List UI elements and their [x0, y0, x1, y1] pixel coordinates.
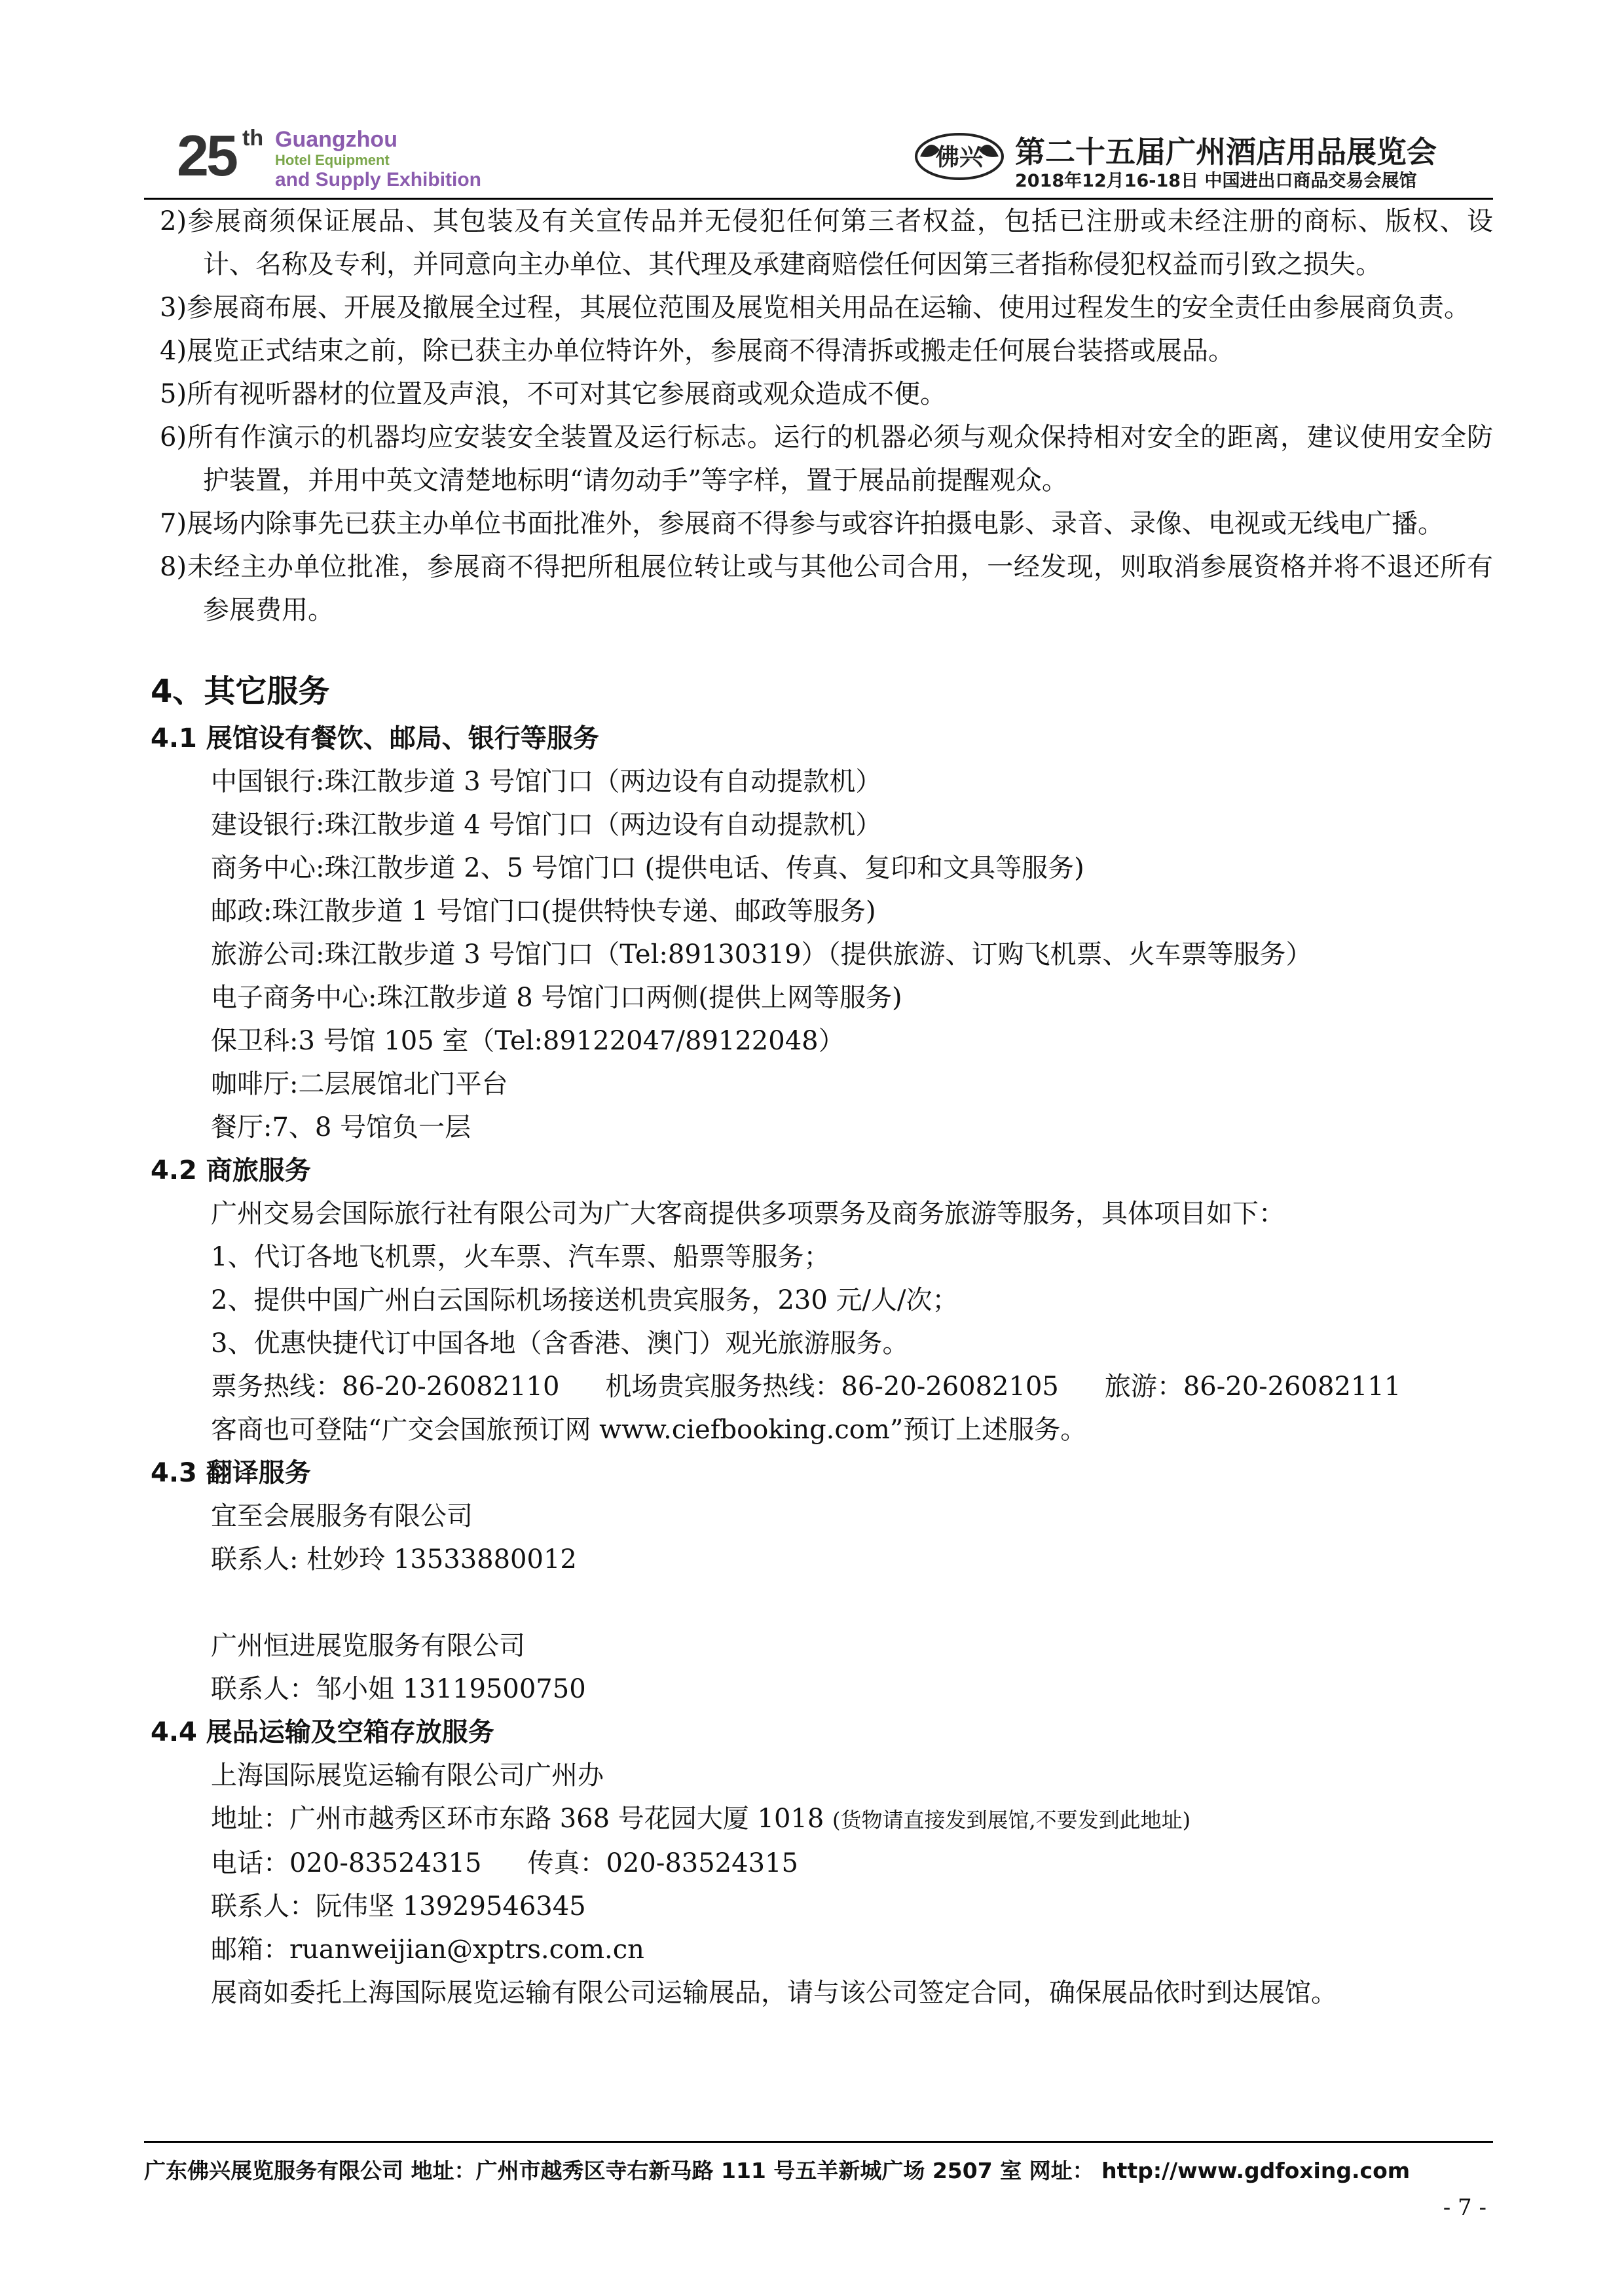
rule-item [151, 545, 1493, 632]
page-number: - 7 - [1443, 2195, 1486, 2221]
rule-text: 参展商须保证展品、其包装及有关宣传品并无侵犯任何第三者权益，包括已注册或未经注册的商标、版权、设计、名称及专利，并同意向主办单位、其代理及承建商赔偿任何因第三者指称侵犯权益而引致之损失。 [187, 206, 1493, 280]
service-line: 中国银行:珠江散步道 3 号馆门口（两边设有自动提款机） [211, 767, 882, 797]
page-content [151, 200, 1493, 2014]
rule-number: 3) [160, 293, 187, 323]
rule-item [151, 329, 1493, 373]
fax: 传真：020-83524315 [527, 1848, 798, 1878]
service-line: 邮政:珠江散步道 1 号馆门口(提供特快专递、邮政等服务) [211, 896, 876, 926]
exhibition-date-venue: 2018年12月16-18日 中国进出口商品交易会展馆 [1015, 171, 1417, 191]
rule-item [151, 200, 1493, 286]
rule-number: 2) [160, 206, 187, 236]
foxing-emblem-icon [913, 131, 1005, 182]
rule-item [151, 416, 1493, 502]
logo-line-2: Hotel Equipment [275, 152, 390, 168]
logo-number: 25 [177, 123, 236, 188]
rule-text: 所有视听器材的位置及声浪，不可对其它参展商或观众造成不便。 [187, 379, 947, 409]
rule-item [151, 502, 1493, 545]
service-line: 咖啡厅:二层展馆北门平台 [211, 1069, 508, 1099]
rule-item [151, 286, 1493, 329]
page-header [144, 118, 1493, 203]
service-line: 1、代订各地飞机票，火车票、汽车票、船票等服务； [211, 1242, 830, 1272]
shipping-note: 展商如委托上海国际展览运输有限公司运输展品，请与该公司签定合同，确保展品依时到达展馆。 [211, 1978, 1337, 2008]
service-line: 餐厅:7、8 号馆负一层 [211, 1112, 471, 1142]
contact-line: 联系人：阮伟坚 13929546345 [211, 1891, 586, 1922]
rule-number: 7) [160, 509, 187, 539]
service-line: 保卫科:3 号馆 105 室（Tel:89122047/89122048） [211, 1026, 845, 1056]
footer-rule [144, 2141, 1493, 2143]
service-line: 3、优惠快捷代订中国各地（含香港、澳门）观光旅游服务。 [211, 1328, 909, 1358]
rule-text: 所有作演示的机器均应安装安全装置及运行标志。运行的机器必须与观众保持相对安全的距离，建议使用安全防护装置，并用中英文清楚地标明“请勿动手”等字样，置于展品前提醒观众。 [187, 422, 1493, 496]
subsection-heading: 4.1 展馆设有餐饮、邮局、银行等服务 [151, 723, 599, 754]
service-line: 电子商务中心:珠江散步道 8 号馆门口两侧(提供上网等服务) [211, 983, 902, 1013]
address: 地址：广州市越秀区环市东路 368 号花园大厦 1018 [211, 1804, 824, 1834]
service-line: 旅游公司:珠江散步道 3 号馆门口（Tel:89130319）（提供旅游、订购飞机票、火车票等服务） [211, 939, 1312, 970]
airport-vip-hotline: 机场贵宾服务热线：86-20-26082105 [605, 1372, 1059, 1402]
subsection-heading: 4.2 商旅服务 [151, 1156, 311, 1186]
rule-number: 4) [160, 336, 187, 366]
travel-hotline: 旅游：86-20-26082111 [1104, 1372, 1401, 1402]
exhibition-title: 第二十五届广州酒店用品展览会 [1015, 134, 1437, 170]
address-note: (货物请直接发到展馆,不要发到此地址) [832, 1808, 1191, 1832]
rule-text: 未经主办单位批准，参展商不得把所租展位转让或与其他公司合用，一经发现，则取消参展资格并将不退还所有参展费用。 [187, 552, 1493, 625]
contact-line: 联系人：邹小姐 13119500750 [211, 1674, 586, 1704]
logo-line-3: and Supply Exhibition [275, 169, 481, 191]
section-heading: 4、其它服务 [151, 673, 330, 710]
rule-text: 展场内除事先已获主办单位书面批准外，参展商不得参与或容许拍摄电影、录音、录像、电视或无线电广播。 [187, 509, 1445, 539]
email-line: 邮箱：ruanweijian@xptrs.com.cn [211, 1935, 644, 1965]
rule-number: 6) [160, 422, 187, 452]
rule-text: 参展商布展、开展及撤展全过程，其展位范围及展览相关用品在运输、使用过程发生的安全责任由参展商负责。 [187, 293, 1471, 323]
logo-ordinal: th [242, 126, 264, 151]
footer-text: 广东佛兴展览服务有限公司 地址：广州市越秀区寺右新马路 111 号五羊新城广场 2507 室 网址： http://www.gdfoxing.com [144, 2158, 1411, 2183]
rule-number: 8) [160, 552, 187, 582]
service-line: 建设银行:珠江散步道 4 号馆门口（两边设有自动提款机） [211, 810, 882, 840]
company-name: 广州恒进展览服务有限公司 [211, 1631, 525, 1661]
service-line: 商务中心:珠江散步道 2、5 号馆门口 (提供电话、传真、复印和文具等服务) [211, 853, 1084, 883]
spacer [151, 1581, 1493, 1624]
address-line [151, 1797, 1493, 1842]
logo-line-1: Guangzhou [275, 127, 397, 152]
rule-text: 展览正式结束之前，除已获主办单位特许外，参展商不得清拆或搬走任何展台装搭或展品。 [187, 336, 1235, 366]
ticket-hotline: 票务热线：86-20-26082110 [211, 1372, 560, 1402]
exhibition-logo [177, 123, 491, 195]
emblem-text: 佛兴 [935, 144, 984, 171]
booking-website-line: 客商也可登陆“广交会国旅预订网 www.ciefbooking.com”预订上述服务。 [211, 1415, 1087, 1445]
contact-line: 联系人: 杜妙玲 13533880012 [211, 1544, 577, 1575]
service-line: 2、提供中国广州白云国际机场接送机贵宾服务，230 元/人/次； [211, 1285, 959, 1315]
rule-number: 5) [160, 379, 187, 409]
subsection-heading: 4.4 展品运输及空箱存放服务 [151, 1717, 494, 1747]
rule-item [151, 373, 1493, 416]
phone: 电话：020-83524315 [211, 1848, 482, 1878]
service-line: 广州交易会国际旅行社有限公司为广大客商提供多项票务及商务旅游等服务，具体项目如下： [211, 1199, 1285, 1229]
company-name: 宜至会展服务有限公司 [211, 1501, 473, 1531]
company-name: 上海国际展览运输有限公司广州办 [211, 1760, 604, 1791]
subsection-heading: 4.3 翻译服务 [151, 1458, 311, 1488]
phone-fax-line [151, 1842, 1493, 1885]
hotline-line [151, 1365, 1493, 1408]
